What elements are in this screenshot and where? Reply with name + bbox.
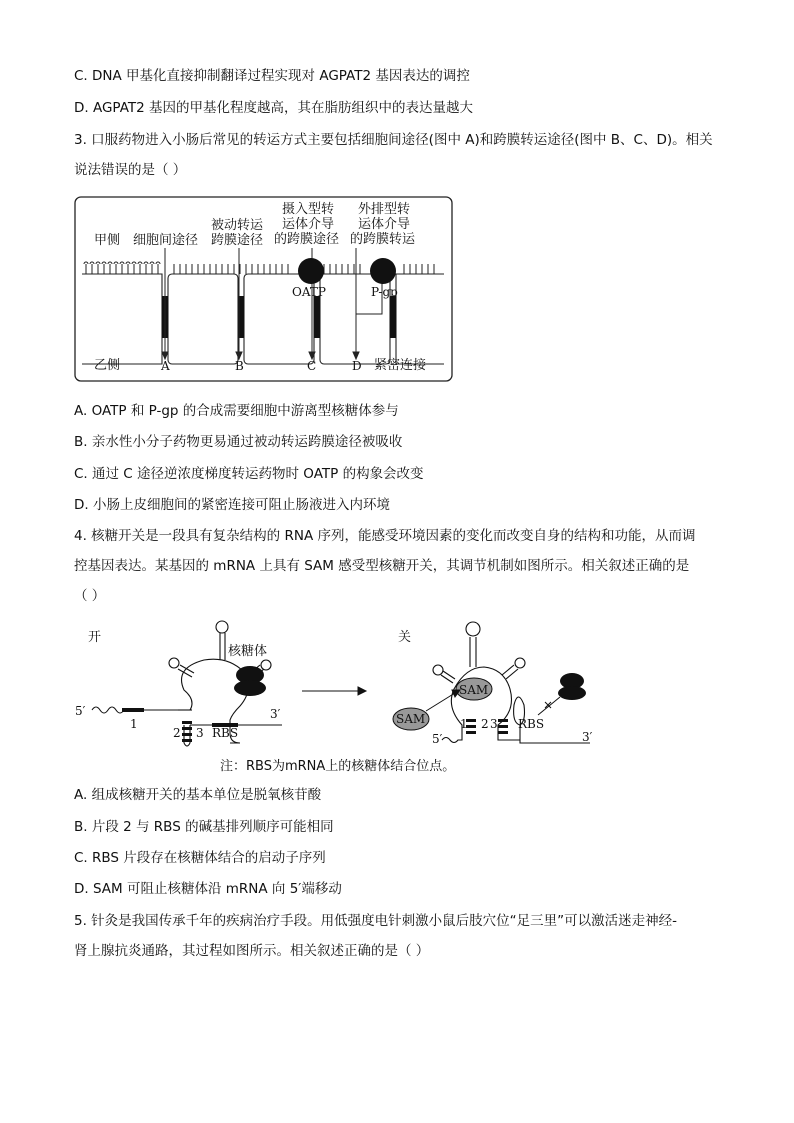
fig4-on-seg3: 3: [196, 726, 204, 740]
fig4-state-off: 关: [398, 630, 412, 645]
q5-stem-line1: 5. 针灸是我国传承千年的疾病治疗手段。用低强度电针刺激小鼠后肢穴位“足三里”可以激活迷走神经-: [74, 913, 678, 929]
fig3-oatp-label: OATP: [292, 285, 326, 299]
fig3-pgp-label: P-gp: [371, 285, 398, 299]
fig3-label-b: B: [235, 359, 244, 373]
fig3-side-bottom: 乙侧: [94, 358, 121, 373]
q4-figure-riboswitch: [70, 615, 610, 777]
fig3-route-efflux-l1: 外排型转: [358, 202, 411, 217]
q4-stem-line1: 4. 核糖开关是一段具有复杂结构的 RNA 序列，能感受环境因素的变化而改变自身的结构和功能，从而调: [74, 528, 696, 544]
fig4-off-free-sam-label: SAM: [396, 712, 426, 726]
fig4-off-3prime: 3′: [582, 730, 593, 744]
fig4-note: 注：RBS为mRNA上的核糖体结合位点。: [220, 759, 456, 774]
fig3-pgp-transporter: [370, 258, 396, 284]
fig4-sam-binding-arrow: [426, 690, 460, 711]
q2-option-d: D. AGPAT2 基因的甲基化程度越高，其在脂肪组织中的表达量越大: [74, 100, 474, 116]
q2-option-c: C. DNA 甲基化直接抑制翻译过程实现对 AGPAT2 基因表达的调控: [74, 68, 470, 84]
q4-option-d: D. SAM 可阻止核糖体沿 mRNA 向 5′端移动: [74, 881, 342, 897]
q4-option-b: B. 片段 2 与 RBS 的碱基排列顺序可能相同: [74, 819, 334, 835]
q3-option-d: D. 小肠上皮细胞间的紧密连接可阻止肠液进入内环境: [74, 497, 390, 513]
fig3-label-c: C: [307, 359, 317, 373]
fig3-tight-junctions: [162, 296, 396, 338]
q3-stem-line1: 3. 口服药物进入小肠后常见的转运方式主要包括细胞间途径(图中 A)和跨膜转运途径(图中 B、C、D)。相关: [74, 132, 713, 148]
fig4-off-rbs: RBS: [518, 717, 545, 731]
fig3-route-paracellular: 细胞间途径: [133, 233, 199, 248]
fig3-label-d: D: [352, 359, 362, 373]
fig4-on-segment1: [122, 708, 144, 712]
q3-stem-line2: 说法错误的是（ ）: [74, 162, 187, 178]
fig4-off-5prime: 5′: [432, 732, 443, 746]
fig4-transition-arrow: [302, 687, 366, 695]
fig4-on-seg1: 1: [130, 717, 138, 731]
fig4-on-rbs: RBS: [212, 726, 239, 740]
fig4-state-on: 开: [88, 630, 102, 645]
fig4-off-seg3: 3: [490, 717, 498, 731]
q4-stem-line2: 控基因表达。某基因的 mRNA 上具有 SAM 感受型核糖开关，其调节机制如图所示。相关叙述正确的是: [74, 558, 690, 574]
fig3-route-efflux-l2: 运体介导: [358, 217, 411, 232]
fig3-route-uptake-l3: 的跨膜途径: [274, 232, 340, 247]
fig3-route-efflux-l3: 的跨膜转运: [350, 232, 416, 247]
q5-stem-line2: 肾上腺抗炎通路，其过程如图所示。相关叙述正确的是（ ）: [74, 943, 430, 959]
q3-option-c: C. 通过 C 途径逆浓度梯度转运药物时 OATP 的构象会改变: [74, 466, 424, 482]
fig3-oatp-transporter: [298, 258, 324, 284]
q4-option-c: C. RBS 片段存在核糖体结合的启动子序列: [74, 850, 326, 866]
fig4-off-bound-sam-label: SAM: [459, 683, 489, 697]
fig4-on-seg2: 2: [173, 726, 181, 740]
fig3-route-passive-l2: 跨膜途径: [211, 233, 264, 248]
q3-figure-intestinal-transport: [74, 196, 454, 384]
q3-option-b: B. 亲水性小分子药物更易通过被动转运跨膜途径被吸收: [74, 434, 403, 450]
fig4-on-ribosome-icon: [234, 666, 266, 696]
fig4-off-seg1: 1: [460, 717, 468, 731]
fig3-label-a: A: [161, 359, 170, 373]
q4-option-a: A. 组成核糖开关的基本单位是脱氧核苷酸: [74, 787, 322, 803]
q4-stem-line3: （ ）: [74, 588, 106, 604]
fig3-tight-junction-label: 紧密连接: [374, 358, 427, 373]
fig3-route-passive-l1: 被动转运: [211, 218, 264, 233]
fig4-ribosome-label: 核糖体: [228, 644, 268, 659]
fig3-route-uptake-l2: 运体介导: [282, 217, 335, 232]
q3-option-a: A. OATP 和 P-gp 的合成需要细胞中游离型核糖体参与: [74, 403, 399, 419]
fig4-off-seg2: 2: [481, 717, 489, 731]
fig4-off-ribosome-icon: [558, 673, 586, 700]
fig4-on-5prime: 5′: [75, 704, 86, 718]
fig4-on-3prime: 3′: [270, 707, 281, 721]
fig3-route-uptake-l1: 摄入型转: [282, 202, 335, 217]
fig4-blocked-arrow: [538, 697, 560, 715]
fig3-side-top: 甲侧: [94, 233, 121, 248]
fig3-route-arrows: [162, 248, 385, 359]
